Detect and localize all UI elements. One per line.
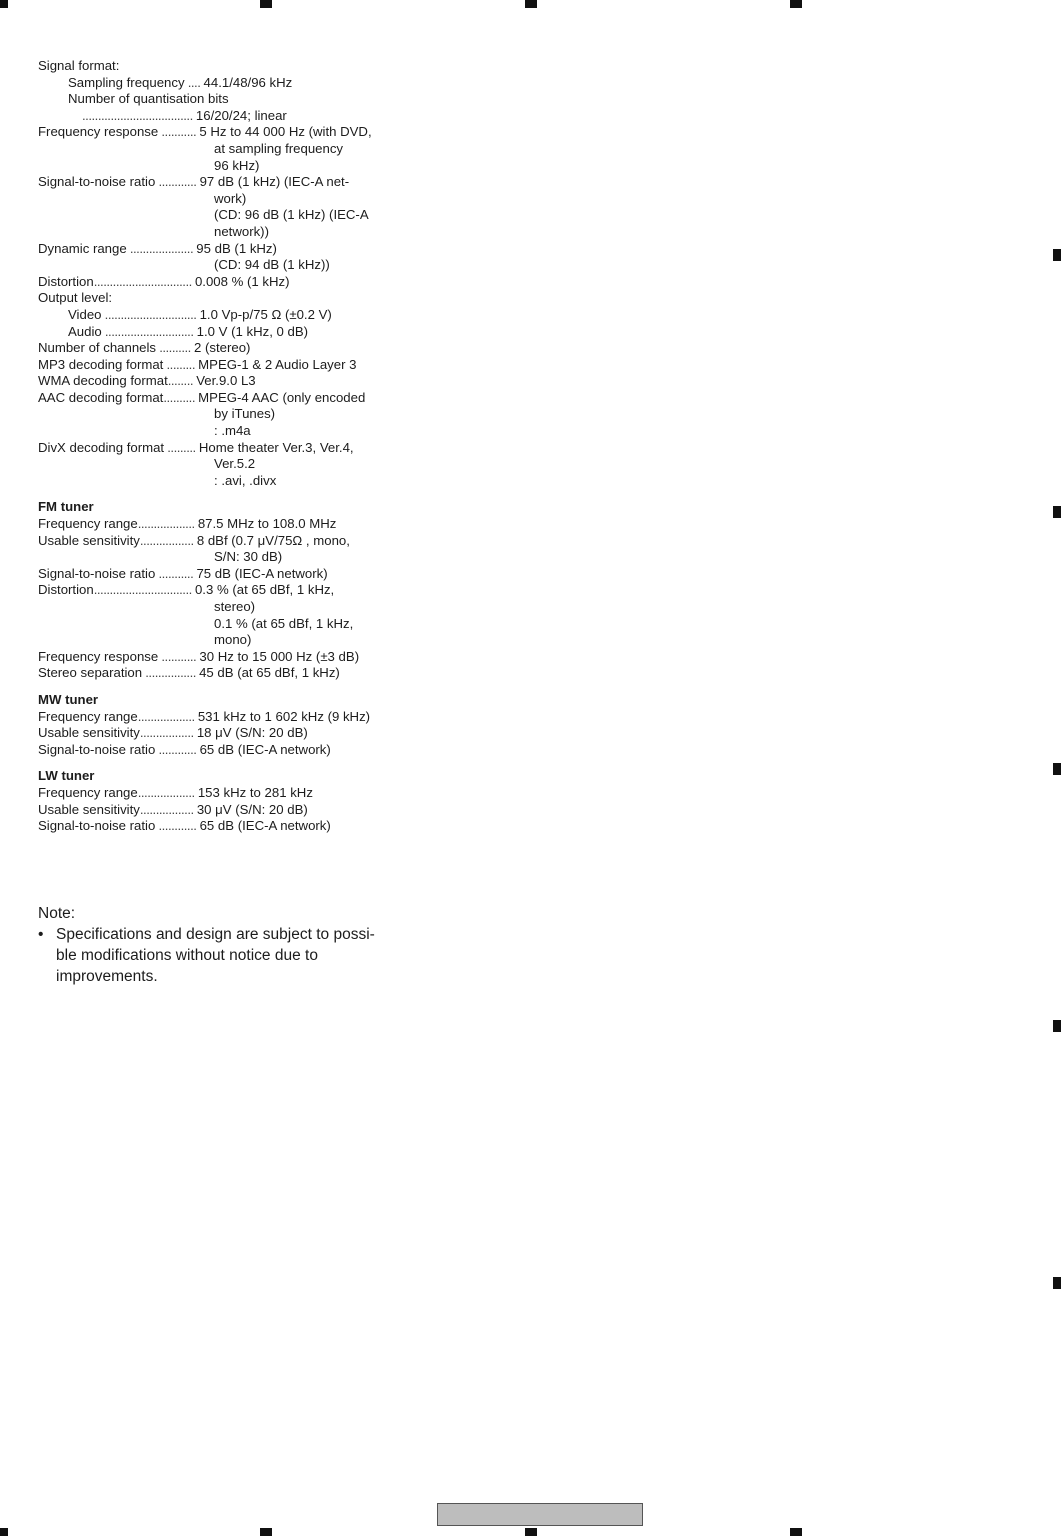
leader-dots: .................: [139, 725, 197, 741]
leader-dots: ............: [155, 741, 200, 757]
spec-value: 0.3 % (at 65 dBf, 1 kHz,: [194, 582, 335, 598]
section-heading: LW tuner: [38, 768, 95, 784]
spec-value: MPEG-4 AAC (only encoded: [198, 389, 366, 405]
registration-mark: [260, 0, 272, 8]
spec-value: 44.1/48/96 kHz: [203, 74, 293, 90]
spec-row: [38, 124, 418, 141]
spec-label: Number of channels: [38, 340, 157, 356]
spec-value: 153 kHz to 281 kHz: [197, 784, 313, 800]
spec-continuation: (CD: 94 dB (1 kHz)): [214, 257, 330, 273]
bullet-symbol: •: [38, 926, 44, 943]
spec-value: 0.008 % (1 kHz): [194, 273, 290, 289]
spec-label: Stereo separation: [38, 665, 143, 681]
registration-mark: [525, 1528, 537, 1536]
corner-mark: [0, 0, 8, 8]
spec-row: [38, 357, 418, 374]
registration-mark: [1053, 763, 1061, 775]
spec-continuation: at sampling frequency: [214, 140, 344, 156]
registration-mark: [1053, 1020, 1061, 1032]
spec-label: Signal-to-noise ratio: [38, 818, 156, 834]
leader-dots: ............: [155, 174, 200, 190]
spec-continuation: stereo): [214, 599, 256, 614]
spec-row: [38, 440, 418, 457]
spec-value: Home theater Ver.3, Ver.4,: [198, 439, 354, 455]
spec-continuation: : .m4a: [214, 423, 251, 439]
spec-row: [38, 516, 418, 533]
spec-row: [38, 108, 418, 125]
leader-dots: ........: [167, 373, 197, 389]
leader-dots: ...............................: [93, 582, 195, 598]
leader-dots: ..................: [137, 516, 198, 532]
spec-label: Signal-to-noise ratio: [38, 174, 156, 190]
spec-row: [38, 324, 418, 341]
spec-row: [38, 340, 418, 357]
spec-label: Frequency range: [38, 784, 138, 800]
spec-label: Distortion: [38, 582, 94, 598]
spec-row: [38, 91, 418, 108]
spec-label: Usable sensitivity: [38, 532, 140, 548]
spec-value: 75 dB (IEC-A network): [196, 565, 328, 581]
section-heading: FM tuner: [38, 499, 94, 515]
leader-dots: ...........: [155, 565, 197, 581]
leader-dots: ............................: [101, 323, 197, 339]
spec-row: [38, 390, 418, 407]
spec-row: [38, 818, 418, 835]
spec-row: [38, 725, 418, 742]
note-bullet-item: [38, 924, 418, 987]
spec-value: 65 dB (IEC-A network): [199, 741, 331, 757]
spec-row: [38, 785, 418, 802]
spec-label: AAC decoding format: [38, 389, 164, 405]
spec-row: [38, 649, 418, 666]
spec-label: Frequency range: [38, 516, 138, 532]
note-line: Specifications and design are subject to possi-: [56, 926, 375, 943]
spec-value: 2 (stereo): [194, 340, 251, 356]
spec-continuation: network)): [214, 223, 269, 239]
spec-continuation: mono): [214, 632, 252, 648]
leader-dots: ...........: [158, 648, 200, 664]
spec-row: [38, 241, 418, 258]
spec-value: 97 dB (1 kHz) (IEC-A net-: [199, 174, 350, 190]
spec-label: Number of quantisation bits: [68, 91, 229, 107]
spec-continuation: 0.1 % (at 65 dBf, 1 kHz,: [214, 615, 354, 631]
spec-value: 5 Hz to 44 000 Hz (with DVD,: [199, 124, 372, 140]
spec-value: 87.5 MHz to 108.0 MHz: [197, 516, 337, 532]
spec-row: [38, 582, 418, 599]
spec-value: 95 dB (1 kHz): [196, 240, 277, 256]
spec-continuation: work): [214, 190, 247, 206]
spec-continuation: Ver.5.2: [214, 456, 256, 472]
registration-mark: [1053, 1277, 1061, 1289]
leader-dots: ...........: [158, 124, 200, 140]
note-section: [38, 903, 418, 987]
leader-dots: ...............................: [93, 273, 195, 289]
registration-mark: [1053, 249, 1061, 261]
spec-value: 30 μV (S/N: 20 dB): [196, 801, 308, 817]
spec-label: Distortion: [38, 273, 94, 289]
spec-label: Usable sensitivity: [38, 801, 140, 817]
spec-row: [38, 58, 418, 75]
spec-row: [38, 373, 418, 390]
spec-row: [38, 274, 418, 291]
spec-value: 8 dBf (0.7 μV/75Ω , mono,: [196, 532, 350, 548]
section-heading: MW tuner: [38, 691, 99, 707]
spec-label: Audio: [68, 323, 102, 339]
spec-row: [38, 174, 418, 191]
leader-dots: ..........: [156, 340, 194, 356]
leader-dots: .........: [163, 356, 199, 372]
spec-row: [38, 665, 418, 682]
spec-label: Output level:: [38, 290, 113, 306]
note-line: improvements.: [56, 968, 158, 985]
spec-value: 1.0 V (1 kHz, 0 dB): [196, 323, 309, 339]
leader-dots: ..................: [137, 784, 198, 800]
registration-mark: [525, 0, 537, 8]
corner-mark: [0, 1528, 8, 1536]
spec-label: Video: [68, 306, 102, 322]
spec-value: Ver.9.0 L3: [196, 373, 256, 389]
spec-value: 65 dB (IEC-A network): [199, 818, 331, 834]
registration-mark: [790, 1528, 802, 1536]
registration-mark: [790, 0, 802, 8]
leader-dots: ................: [142, 665, 200, 681]
spec-row: [38, 75, 418, 92]
spec-label: WMA decoding format: [38, 373, 168, 389]
spec-label: Signal-to-noise ratio: [38, 741, 156, 757]
spec-row: [38, 802, 418, 819]
leader-dots: ....................: [126, 240, 197, 256]
spec-continuation: : .avi, .divx: [214, 472, 277, 488]
registration-mark: [260, 1528, 272, 1536]
spec-label: DivX decoding format: [38, 439, 165, 455]
spec-continuation: 96 kHz): [214, 157, 260, 173]
spec-continuation: S/N: 30 dB): [214, 549, 283, 565]
spec-value: 30 Hz to 15 000 Hz (±3 dB): [199, 648, 360, 664]
spec-label: Dynamic range: [38, 240, 127, 256]
spec-label: Frequency response: [38, 124, 159, 140]
spec-value: MPEG-1 & 2 Audio Layer 3: [198, 356, 357, 372]
leader-dots: .................: [139, 532, 197, 548]
leader-dots: ...................................: [82, 107, 196, 123]
spec-value: 16/20/24; linear: [195, 107, 287, 123]
spec-row: [38, 566, 418, 583]
leader-dots: ............: [155, 818, 200, 834]
spec-continuation: (CD: 96 dB (1 kHz) (IEC-A: [214, 207, 369, 223]
spec-label: Signal-to-noise ratio: [38, 565, 156, 581]
spec-value: 531 kHz to 1 602 kHz (9 kHz): [197, 708, 371, 724]
spec-continuation: by iTunes): [214, 406, 276, 422]
leader-dots: .................: [139, 801, 197, 817]
leader-dots: .............................: [101, 306, 200, 322]
spec-label: Frequency range: [38, 708, 138, 724]
note-line: ble modifications without notice due to: [56, 947, 318, 964]
spec-label: Frequency response: [38, 648, 159, 664]
spec-label: Usable sensitivity: [38, 725, 140, 741]
spec-value: 1.0 Vp-p/75 Ω (±0.2 V): [199, 306, 332, 322]
spec-row: [38, 533, 418, 550]
spec-row: [38, 290, 418, 307]
specifications-list: [38, 58, 418, 835]
spec-label: MP3 decoding format: [38, 356, 164, 372]
leader-dots: .........: [164, 439, 199, 455]
spec-label: Sampling frequency: [68, 74, 185, 90]
leader-dots: ..........: [163, 389, 199, 405]
note-title: Note:: [38, 905, 76, 922]
page-footer-box: [437, 1503, 643, 1526]
spec-value: 45 dB (at 65 dBf, 1 kHz): [199, 665, 340, 681]
leader-dots: ..................: [137, 708, 198, 724]
leader-dots: ....: [184, 74, 204, 90]
spec-row: [38, 709, 418, 726]
spec-row: [38, 742, 418, 759]
registration-mark: [1053, 506, 1061, 518]
spec-value: 18 μV (S/N: 20 dB): [196, 725, 308, 741]
spec-row: [38, 307, 418, 324]
spec-label: Signal format:: [38, 58, 120, 73]
